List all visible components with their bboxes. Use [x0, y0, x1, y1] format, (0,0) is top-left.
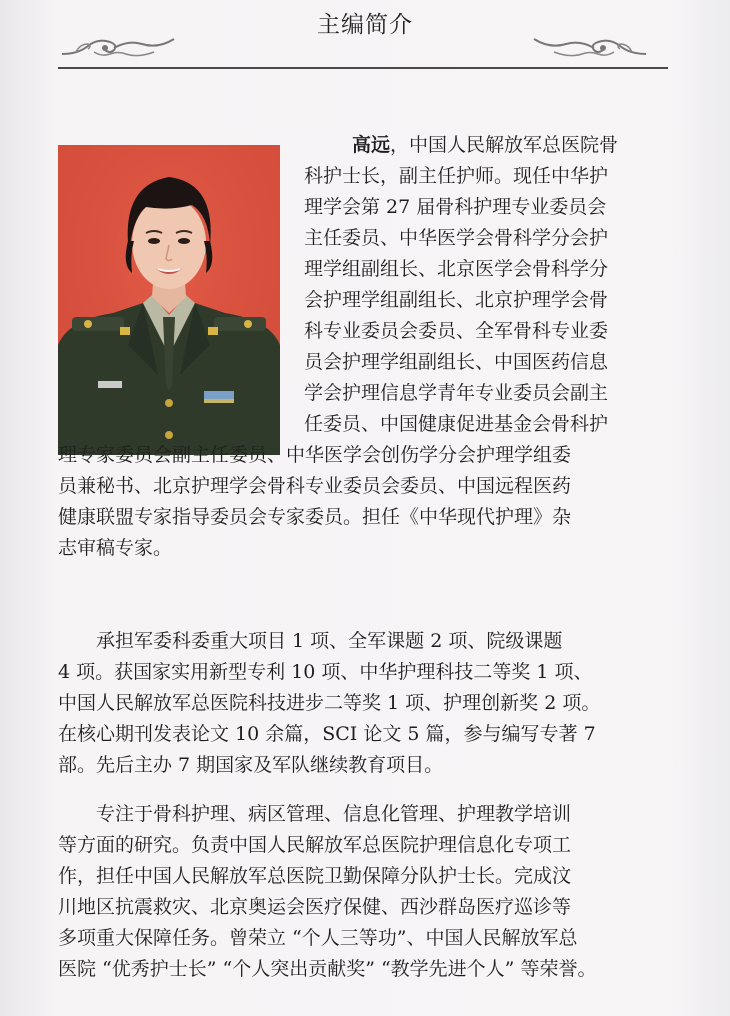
bio-first-line [352, 130, 618, 161]
paragraph-line: 在核心期刊发表论文 10 余篇，SCI 论文 5 篇，参与编写专著 7 [58, 723, 596, 745]
paragraph-line: 专注于骨科护理、病区管理、信息化管理、护理教学培训 [96, 803, 572, 825]
bio-line: 理学组副组长、北京医学会骨科学分 [304, 258, 609, 280]
bio-line: 志审稿专家。 [58, 537, 173, 559]
paragraph-line: 承担军委科委重大项目 1 项、全军课题 2 项、院级课题 [96, 630, 563, 652]
flourish-ornament-icon [532, 30, 650, 60]
bio-line: 科护士长，副主任护师。现任中华护 [304, 165, 609, 187]
bio-line: 任委员、中国健康促进基金会骨科护 [304, 413, 609, 435]
paragraph-line: 作，担任中国人民解放军总医院卫勤保障分队护士长。完成汶 [58, 865, 572, 887]
paragraph-line: 4 项。获国家实用新型专利 10 项、中华护理科技二等奖 1 项、 [58, 661, 593, 683]
bio-line: 科专业委员会委员、全军骨科专业委 [304, 320, 609, 342]
flourish-ornament-icon [58, 30, 176, 60]
bio-line: 理学会第 27 届骨科护理专业委员会 [304, 196, 607, 218]
bio-line: 主任委员、中华医学会骨科学分会护 [304, 227, 609, 249]
bio-line: ，中国人民解放军总医院骨 [390, 134, 619, 156]
paragraph-line: 川地区抗震救灾、北京奥运会医疗保健、西沙群岛医疗巡诊等 [58, 896, 572, 918]
bio-line: 健康联盟专家指导委员会专家委员。担任《中华现代护理》杂 [58, 506, 572, 528]
bio-line: 员会护理学组副组长、中国医药信息 [304, 351, 609, 373]
author-name: 高远 [352, 134, 391, 156]
paragraph-line: 多项重大保障任务。曾荣立 “个人三等功”、中国人民解放军总 [58, 927, 578, 949]
paragraph-line: 等方面的研究。负责中国人民解放军总医院护理信息化专项工 [58, 834, 572, 856]
paragraph-line: 中国人民解放军总医院科技进步二等奖 1 项、护理创新奖 2 项。 [58, 692, 601, 714]
paragraph-line: 医院 “优秀护士长” “个人突出贡献奖” “教学先进个人” 等荣誉。 [58, 958, 597, 980]
bio-line: 员兼秘书、北京护理学会骨科专业委员会委员、中国远程医药 [58, 475, 572, 497]
bio-line: 学会护理信息学青年专业委员会副主 [304, 382, 609, 404]
header-divider [58, 67, 668, 69]
page-title: 主编简介 [317, 12, 413, 38]
author-portrait [58, 145, 280, 455]
bio-line: 理专家委员会副主任委员、中华医学会创伤学分会护理学组委 [58, 444, 572, 466]
paragraph-line: 部。先后主办 7 期国家及军队继续教育项目。 [58, 754, 444, 776]
bio-line: 会护理学组副组长、北京护理学会骨 [304, 289, 609, 311]
